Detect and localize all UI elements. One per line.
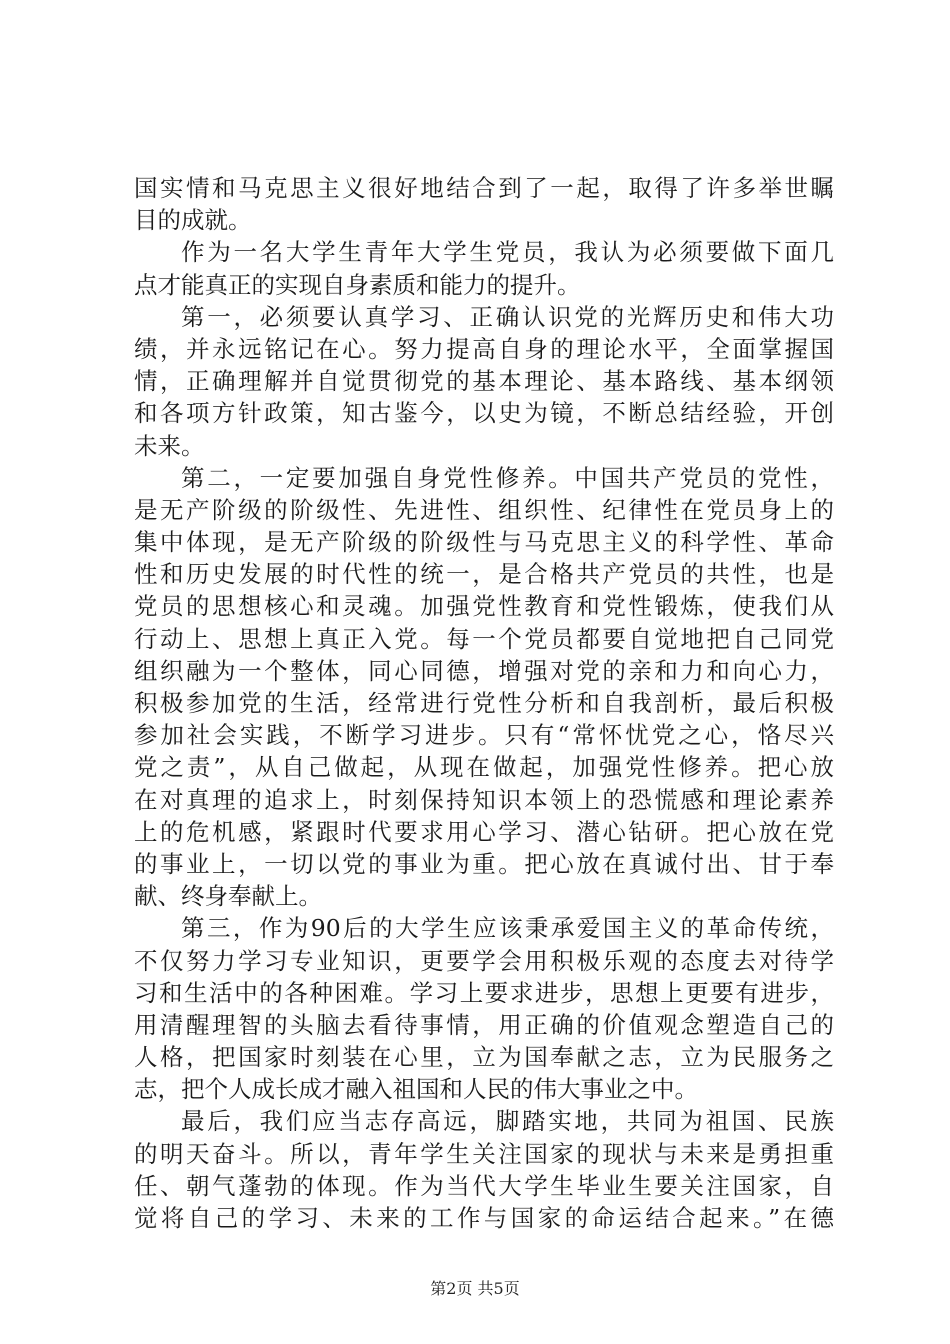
text-line: 目的成就。 xyxy=(134,206,252,235)
text-line: 用清醒理智的头脑去看待事情，用正确的价值观念塑造自己的 xyxy=(134,1010,834,1039)
text-line: 绩，并永远铭记在心。努力提高自身的理论水平，全面掌握国 xyxy=(134,334,834,363)
document-body xyxy=(134,172,834,1234)
text-line: 献、终身奉献上。 xyxy=(134,882,322,911)
text-line: 志，把个人成长成才融入祖国和人民的伟大事业之中。 xyxy=(134,1075,698,1104)
text-line: 情，正确理解并自觉贯彻党的基本理论、基本路线、基本纲领 xyxy=(134,367,834,396)
text-line: 最后，我们应当志存高远，脚踏实地，共同为祖国、民族 xyxy=(181,1107,834,1136)
text-line: 参加社会实践，不断学习进步。只有“常怀忧党之心，恪尽兴 xyxy=(134,721,834,750)
text-line: 行动上、思想上真正入党。每一个党员都要自觉地把自己同党 xyxy=(134,624,834,653)
text-line: 国实情和马克思主义很好地结合到了一起，取得了许多举世瞩 xyxy=(134,174,834,202)
page-footer: 第2页 共5页 xyxy=(430,1279,520,1298)
text-line: 觉将自己的学习、未来的工作与国家的命运结合起来。”在德 xyxy=(134,1204,834,1232)
text-line: 任、朝气蓬勃的体现。作为当代大学生毕业生要关注国家，自 xyxy=(134,1171,834,1200)
text-line: 是无产阶级的阶级性、先进性、组织性、纪律性在党员身上的 xyxy=(134,495,834,524)
text-line: 第二，一定要加强自身党性修养。中国共产党员的党性， xyxy=(181,463,834,492)
text-line: 在对真理的追求上，时刻保持知识本领上的恐慌感和理论素养 xyxy=(134,785,834,814)
text-line: 积极参加党的生活，经常进行党性分析和自我剖析，最后积极 xyxy=(134,689,834,717)
text-line: 组织融为一个整体，同心同德，增强对党的亲和力和向心力， xyxy=(134,656,834,685)
text-line: 作为一名大学生青年大学生党员，我认为必须要做下面几 xyxy=(181,238,834,267)
text-line: 党之责”，从自己做起，从现在做起，加强党性修养。把心放 xyxy=(134,753,834,782)
text-line: 不仅努力学习专业知识，更要学会用积极乐观的态度去对待学 xyxy=(134,946,834,975)
text-line: 第三，作为90后的大学生应该秉承爱国主义的革命传统， xyxy=(181,914,834,943)
text-line: 性和历史发展的时代性的统一，是合格共产党员的共性，也是 xyxy=(134,560,834,589)
text-line: 第一，必须要认真学习、正确认识党的光辉历史和伟大功 xyxy=(181,302,834,331)
text-line: 人格，把国家时刻装在心里，立为国奉献之志，立为民服务之 xyxy=(134,1043,834,1072)
text-line: 和各项方针政策，知古鉴今，以史为镜，不断总结经验，开创 xyxy=(134,399,834,428)
text-line: 点才能真正的实现自身素质和能力的提升。 xyxy=(134,270,581,299)
text-line: 上的危机感，紧跟时代要求用心学习、潜心钻研。把心放在党 xyxy=(134,817,834,846)
text-line: 党员的思想核心和灵魂。加强党性教育和党性锻炼，使我们从 xyxy=(134,592,834,621)
text-line: 的事业上，一切以党的事业为重。把心放在真诚付出、甘于奉 xyxy=(134,849,834,878)
text-line: 习和生活中的各种困难。学习上要求进步，思想上更要有进步， xyxy=(134,978,834,1007)
text-line: 集中体现，是无产阶级的阶级性与马克思主义的科学性、革命 xyxy=(134,528,834,557)
text-line: 未来。 xyxy=(134,431,205,460)
text-line: 的明天奋斗。所以，青年学生关注国家的现状与未来是勇担重 xyxy=(134,1139,834,1168)
